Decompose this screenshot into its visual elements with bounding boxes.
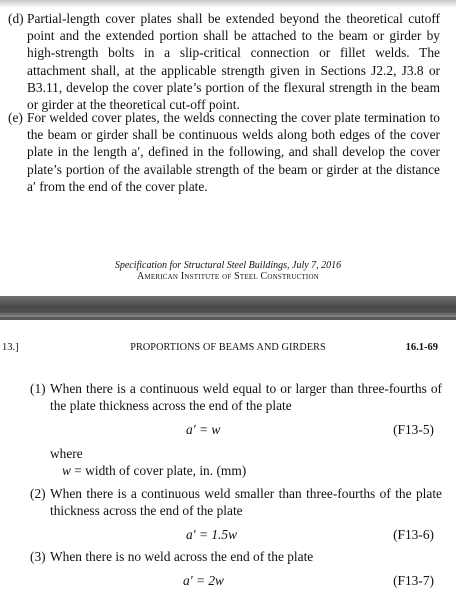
case-text: When there is a continuous weld equal to or larger than three-fourths of the plate thickness across the end of the plate [50,381,442,414]
where-label: where [50,446,83,461]
item-text: For welded cover plates, the welds connecting the cover plate termination to the beam or girder shall be continuous welds along both edges of the cover plate in the length a′, defined in the following, and shall develop the cover plate’s portion of the available strength of the beam or girder at the distance a′ from the end of the cover plate. [27,110,440,194]
provision-item-d [8,10,440,113]
equation: a′ = w [186,422,221,437]
case-label: (2) [30,486,46,501]
header-chapter-title: PROPORTIONS OF BEAMS AND GIRDERS [130,342,326,353]
case-label: (3) [30,549,46,564]
provision-item-e [8,109,440,195]
case-text: When there is a continuous weld smaller than three-fourths of the plate thickness across the end of the plate [50,486,442,519]
case-item-1 [30,380,442,415]
equation-number: (F13-5) [393,422,434,437]
case-item-3 [30,548,442,565]
page-1 [0,0,456,296]
footer-spec-title: Specification for Structural Steel Buildings, July 7, 2016 [114,260,342,271]
equation-number: (F13-6) [393,527,434,542]
item-text: Partial-length cover plates shall be extended beyond the theoretical cutoff point and the extended portion shall be attached to the beam or girder by high-strength bolts in a slip-critical connection or fillet welds. The attachment shall, at the applicable strength given in Sections J2.2, J3.8 or B3.11, develop the cover plate’s portion of the flexural strength in the beam or girder at the theoretical cut-off point. [27,11,440,113]
case-label: (1) [30,381,46,396]
variable-definition [62,463,246,479]
variable-symbol: w [62,463,71,478]
header-page-number: 16.1-69 [405,342,438,353]
equation: a′ = 2w [183,573,224,588]
equation-number: (F13-7) [393,573,434,588]
header-section-ref: 13.] [2,342,19,353]
equation: a′ = 1.5w [186,527,238,542]
footer-publisher: American Institute of Steel Construction [137,271,319,282]
page-2 [0,320,456,596]
page-edge-shadow [0,0,456,8]
case-text: When there is no weld across the end of the plate [50,549,314,564]
case-item-2 [30,485,442,520]
definition-text: = width of cover plate, in. (mm) [70,463,247,478]
page-separator [0,296,456,320]
item-label: (d) [8,11,24,26]
item-label: (e) [8,110,23,125]
